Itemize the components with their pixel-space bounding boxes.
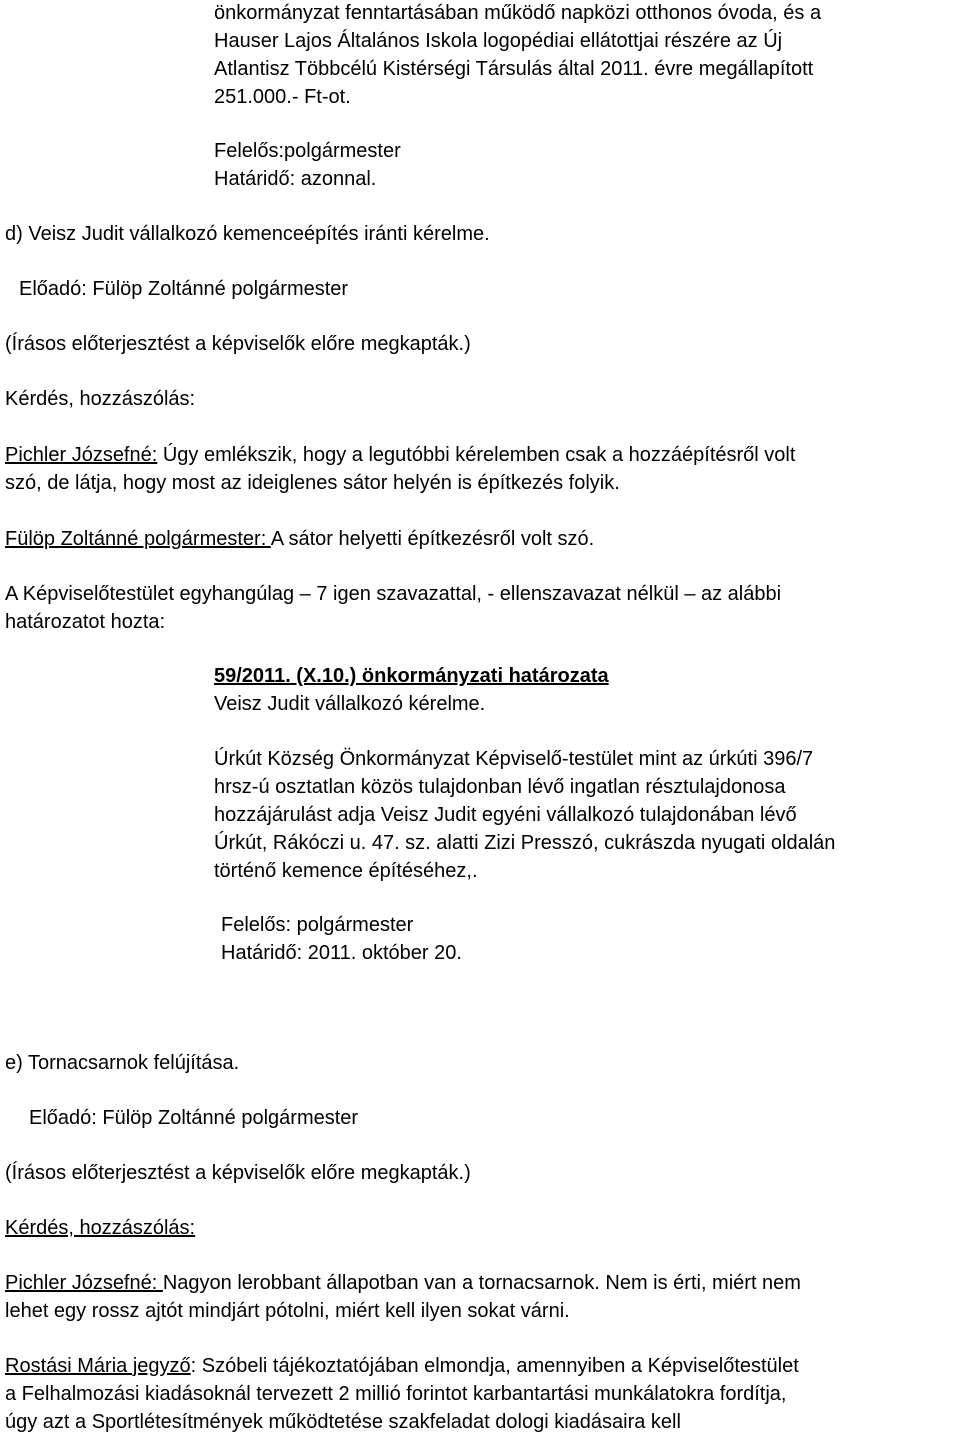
item-e-questions: Kérdés, hozzászólás:: [5, 1217, 196, 1239]
item-d-presenter: Előadó: Fülöp Zoltánné polgármester: [19, 278, 349, 300]
item-e-speaker1: [5, 1271, 801, 1295]
speaker-text: A sátor helyetti építkezésről volt szó.: [270, 528, 595, 550]
item-d-vote-cont: határozatot hozta:: [5, 611, 166, 633]
item-d-speaker1-cont: szó, de látja, hogy most az ideiglenes sátor helyén is építkezés folyik.: [5, 472, 620, 494]
intro-responsible: Felelős:polgármester: [214, 140, 401, 162]
item-d-speaker2: [5, 527, 594, 551]
item-d-note: (Írásos előterjesztést a képviselők előre megkapták.): [5, 333, 471, 355]
intro-line: Atlantisz Többcélú Kistérségi Társulás által 2011. évre megállapított: [214, 58, 814, 80]
item-d-heading: d) Veisz Judit vállalkozó kemenceépítés iránti kérelme.: [5, 223, 490, 245]
speaker-text: Nagyon lerobbant állapotban van a tornacsarnok. Nem is érti, miért nem: [162, 1272, 801, 1294]
speaker-text: Szóbeli tájékoztatójában elmondja, amennyiben a Képviselőtestület: [196, 1355, 799, 1377]
item-e-presenter: Előadó: Fülöp Zoltánné polgármester: [29, 1107, 359, 1129]
item-e-heading: e) Tornacsarnok felújítása.: [5, 1052, 240, 1074]
speaker-name: Pichler Józsefné:: [5, 1272, 163, 1294]
resolution-number: 59/2011. (X.10.) önkormányzati határozata: [214, 665, 609, 687]
speaker-colon: :: [190, 1355, 197, 1377]
intro-deadline: Határidő: azonnal.: [214, 168, 377, 190]
item-e-speaker2-cont: a Felhalmozási kiadásoknál tervezett 2 millió forintot karbantartási munkálatokra fordítja,: [5, 1383, 787, 1405]
item-e-speaker2-cont: úgy azt a Sportlétesítmények működtetése szakfeladat dologi kiadásaira kell: [5, 1411, 681, 1433]
resolution-body-line: hrsz-ú osztatlan közös tulajdonban lévő ingatlan résztulajdonosa: [214, 776, 786, 798]
resolution-body-line: történő kemence építéséhez,.: [214, 860, 478, 882]
item-d-speaker1: [5, 443, 795, 467]
resolution-body-line: hozzájárulást adja Veisz Judit egyéni vállalkozó tulajdonában lévő: [214, 804, 797, 826]
speaker-text: Úgy emlékszik, hogy a legutóbbi kérelemben csak a hozzáépítésről volt: [157, 444, 796, 466]
speaker-name: Fülöp Zoltánné polgármester:: [5, 528, 271, 550]
speaker-name: Rostási Mária jegyző: [5, 1355, 191, 1377]
item-e-speaker1-cont: lehet egy rossz ajtót mindjárt pótolni, miért kell ilyen sokat várni.: [5, 1300, 570, 1322]
item-e-note: (Írásos előterjesztést a képviselők előre megkapták.): [5, 1162, 471, 1184]
item-d-questions: Kérdés, hozzászólás:: [5, 388, 196, 410]
resolution-body-line: Úrkút, Rákóczi u. 47. sz. alatti Zizi Presszó, cukrászda nyugati oldalán: [214, 832, 836, 854]
resolution-deadline: Határidő: 2011. október 20.: [221, 942, 462, 964]
item-e-speaker2: [5, 1354, 799, 1378]
intro-line: Hauser Lajos Általános Iskola logopédiai ellátottjai részére az Új: [214, 30, 783, 52]
resolution-body-line: Úrkút Község Önkormányzat Képviselő-testület mint az úrkúti 396/7: [214, 748, 814, 770]
intro-line: 251.000.- Ft-ot.: [214, 86, 351, 108]
speaker-name: Pichler Józsefné:: [5, 444, 158, 466]
item-d-vote: A Képviselőtestület egyhangúlag – 7 igen szavazattal, - ellenszavazat nélkül – az alábbi: [5, 583, 782, 605]
resolution-title: Veisz Judit vállalkozó kérelme.: [214, 693, 486, 715]
resolution-responsible: Felelős: polgármester: [221, 914, 414, 936]
intro-line: önkormányzat fenntartásában működő napközi otthonos óvoda, és a: [214, 2, 822, 24]
